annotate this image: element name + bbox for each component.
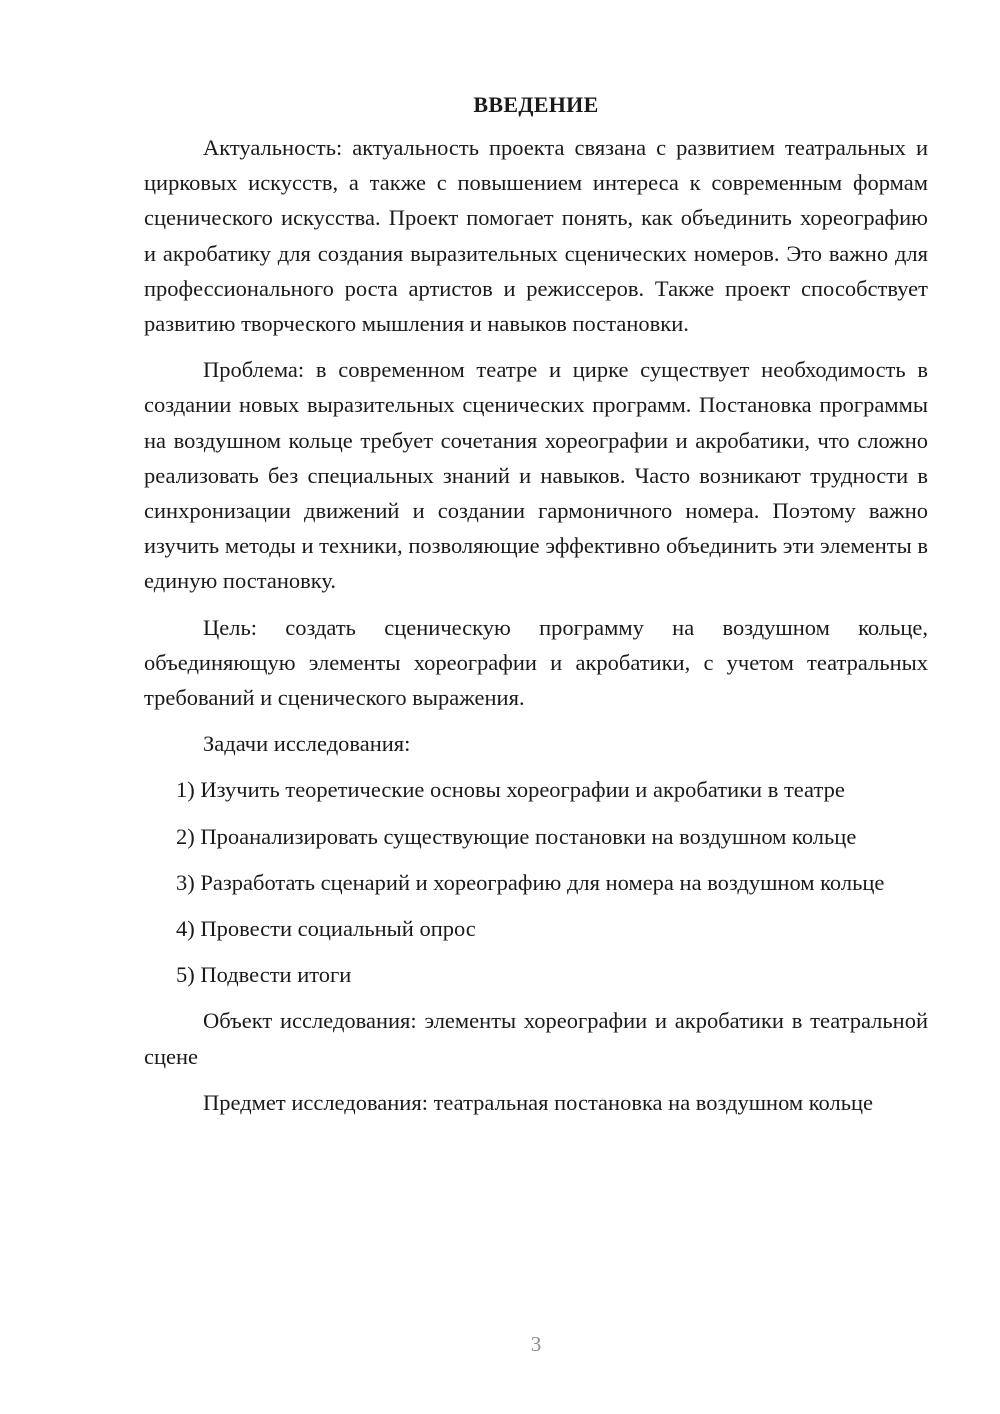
paragraph-research-subject: Предмет исследования: театральная постановка на воздушном кольце [203,1089,874,1115]
task-item-2: 2) Проанализировать существующие постановки на воздушном кольце [176,823,857,849]
task-item-1: 1) Изучить теоретические основы хореографии и акробатики в театре [176,777,845,803]
paragraph-goal: Цель: создать сценическую программу на воздушном кольце, объединяющую элементы хореографии и акробатики, с учетом театральных требований и сценического выражения. [144,614,928,711]
paragraph-problem: Проблема: в современном театре и цирке существует необходимость в создании новых выразительных сценических программ. Постановка программы на воздушном кольце требует сочетания хореографии и акробатики, что сложно реализовать без специальных знаний и навыков. Часто возникают трудности в синхронизации движений и создании гармоничного номера. Поэтому важно изучить методы и техники, позволяющие эффективно объединить эти элементы в единую постановку. [144,357,928,594]
paragraph-research-object: Объект исследования: элементы хореографии и акробатики в театральной сцене [144,1008,928,1069]
task-item-3: 3) Разработать сценарий и хореографию для номера на воздушном кольце [176,869,885,895]
paragraph-relevance: Актуальность: актуальность проекта связана с развитием театральных и цирковых искусств, а также с повышением интереса к современным формам сценического искусства. Проект помогает понять, как объединить хореографию и акробатику для создания выразительных сценических номеров. Это важно для профессионального роста артистов и режиссеров. Также проект способствует развитию творческого мышления и навыков постановки. [144,135,928,337]
paragraph-tasks-heading: Задачи исследования: [203,731,411,757]
page-content [144,92,928,1131]
section-heading: ВВЕДЕНИЕ [473,92,599,117]
task-item-4: 4) Провести социальный опрос [176,916,476,942]
task-item-5: 5) Подвести итоги [176,962,352,988]
page-number: 3 [530,1332,542,1356]
